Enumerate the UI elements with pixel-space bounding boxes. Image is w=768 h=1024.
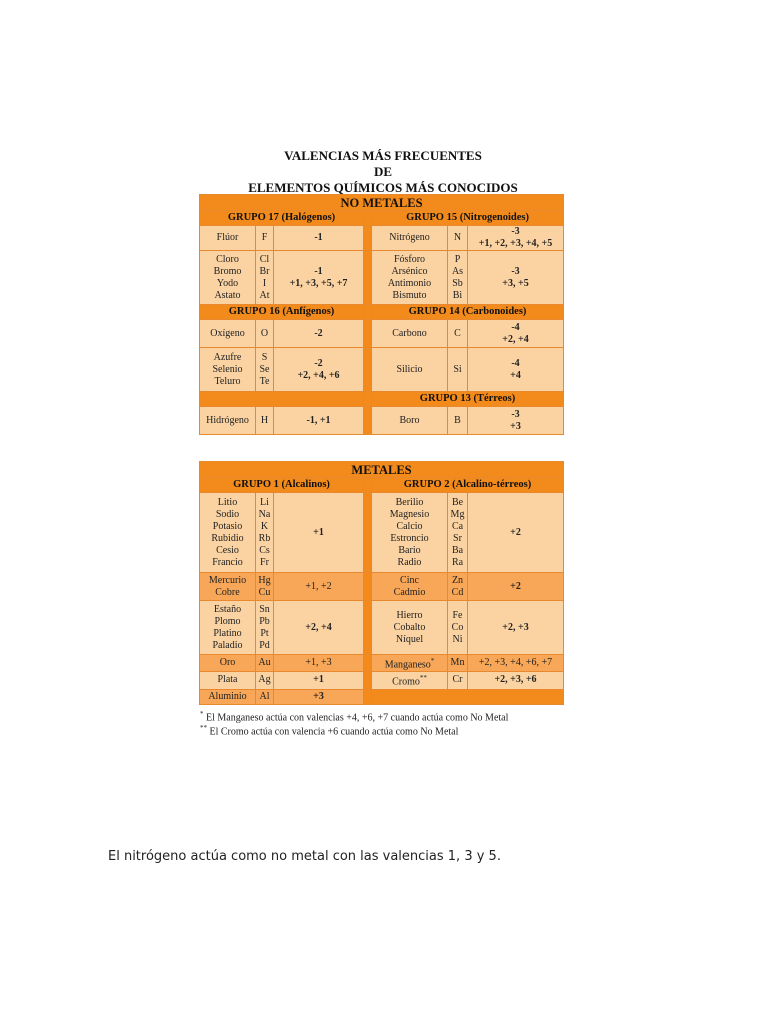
- element-name: Oro: [200, 655, 256, 672]
- element-valence: +1: [274, 493, 364, 573]
- element-name: Plata: [200, 672, 256, 689]
- element-symbols: Cl Br I At: [256, 251, 274, 305]
- element-symbols: Zn Cd: [448, 573, 468, 601]
- title-line-2: DE: [373, 164, 393, 179]
- element-names: Litio Sodio Potasio Rubidio Cesio Francio: [200, 493, 256, 573]
- element-name: Boro: [372, 407, 448, 435]
- element-name: Nitrógeno: [372, 226, 448, 251]
- element-symbols: Fe Co Ni: [448, 601, 468, 655]
- element-names: Cinc Cadmio: [372, 573, 448, 601]
- footnote-manganeso: * El Manganeso actúa con valencias +4, +6, +7 cuando actúa como No Metal: [200, 710, 509, 724]
- element-names: Hierro Cobalto Níquel: [372, 601, 448, 655]
- element-valence: +1, +3: [274, 655, 364, 672]
- element-valence: -1, +1: [274, 407, 364, 435]
- element-valence: +3: [274, 689, 364, 704]
- element-name: Hidrógeno: [200, 407, 256, 435]
- no-metales-table: [199, 194, 564, 435]
- element-valence: -3 +1, +2, +3, +4, +5: [468, 226, 564, 251]
- element-name: Flúor: [200, 226, 256, 251]
- title-line-3: ELEMENTOS QUÍMICOS MÁS CONOCIDOS: [248, 180, 518, 195]
- element-valence: +2: [468, 493, 564, 573]
- element-valence: -2: [274, 320, 364, 348]
- element-names: Azufre Selenio Teluro: [200, 348, 256, 392]
- group-13-header: GRUPO 13 (Térreos): [372, 392, 564, 407]
- element-valence: -1: [274, 226, 364, 251]
- element-symbol: Au: [256, 655, 274, 672]
- footnote-mark: *: [430, 657, 435, 665]
- group-16-header: GRUPO 16 (Anfígenos): [200, 305, 364, 320]
- element-valence: +2: [468, 573, 564, 601]
- element-name: Cromo**: [372, 672, 448, 689]
- element-symbols: Sn Pb Pt Pd: [256, 601, 274, 655]
- element-symbols: Li Na K Rb Cs Fr: [256, 493, 274, 573]
- group-15-header: GRUPO 15 (Nitrogenoides): [372, 211, 564, 226]
- element-names: Cloro Bromo Yodo Astato: [200, 251, 256, 305]
- footnote-mark: **: [419, 674, 427, 683]
- element-symbol: B: [448, 407, 468, 435]
- element-valence: -4 +2, +4: [468, 320, 564, 348]
- element-name: Silicio: [372, 348, 448, 392]
- element-symbol: O: [256, 320, 274, 348]
- footnote-cromo: ** El Cromo actúa con valencia +6 cuando actúa como No Metal: [200, 724, 459, 738]
- group-14-header: GRUPO 14 (Carbonoides): [372, 305, 564, 320]
- element-valence: +2, +3, +6: [468, 672, 564, 689]
- element-symbol: Al: [256, 689, 274, 704]
- element-names: Fósforo Arsénico Antimonio Bismuto: [372, 251, 448, 305]
- table-title: [200, 148, 566, 196]
- element-symbol: H: [256, 407, 274, 435]
- element-name: Aluminio: [200, 689, 256, 704]
- element-valence: +2, +3: [468, 601, 564, 655]
- element-name: Carbono: [372, 320, 448, 348]
- element-names: Berilio Magnesio Calcio Estroncio Bario Radio: [372, 493, 448, 573]
- element-symbol: Ag: [256, 672, 274, 689]
- element-symbol: F: [256, 226, 274, 251]
- metales-header: METALES: [200, 462, 564, 478]
- element-symbols: Be Mg Ca Sr Ba Ra: [448, 493, 468, 573]
- group-1-header: GRUPO 1 (Alcalinos): [200, 478, 364, 493]
- element-valence: +2, +4: [274, 601, 364, 655]
- metales-table: [199, 461, 564, 705]
- title-line-1: VALENCIAS MÁS FRECUENTES: [284, 148, 482, 163]
- element-valence: +1: [274, 672, 364, 689]
- group-17-header: GRUPO 17 (Halógenos): [200, 211, 364, 226]
- element-names: Estaño Plomo Platino Paladio: [200, 601, 256, 655]
- no-metales-header: NO METALES: [200, 195, 564, 211]
- element-valence: -4 +4: [468, 348, 564, 392]
- element-symbol: N: [448, 226, 468, 251]
- element-valence: -1 +1, +3, +5, +7: [274, 251, 364, 305]
- body-sentence: El nitrógeno actúa como no metal con las valencias 1, 3 y 5.: [108, 849, 501, 864]
- element-symbols: Hg Cu: [256, 573, 274, 601]
- element-symbol: C: [448, 320, 468, 348]
- element-valence: -2 +2, +4, +6: [274, 348, 364, 392]
- element-symbols: P As Sb Bi: [448, 251, 468, 305]
- element-valence: -3 +3: [468, 407, 564, 435]
- element-names: Mercurio Cobre: [200, 573, 256, 601]
- element-name: Oxígeno: [200, 320, 256, 348]
- element-valence: -3 +3, +5: [468, 251, 564, 305]
- element-symbols: S Se Te: [256, 348, 274, 392]
- group-2-header: GRUPO 2 (Alcalino-térreos): [372, 478, 564, 493]
- footnotes: [200, 709, 600, 738]
- element-symbol: Si: [448, 348, 468, 392]
- element-symbol: Cr: [448, 672, 468, 689]
- element-valence: +2, +3, +4, +6, +7: [468, 655, 564, 672]
- element-symbol: Mn: [448, 655, 468, 672]
- element-name: Manganeso*: [372, 655, 448, 672]
- element-valence: +1, +2: [274, 573, 364, 601]
